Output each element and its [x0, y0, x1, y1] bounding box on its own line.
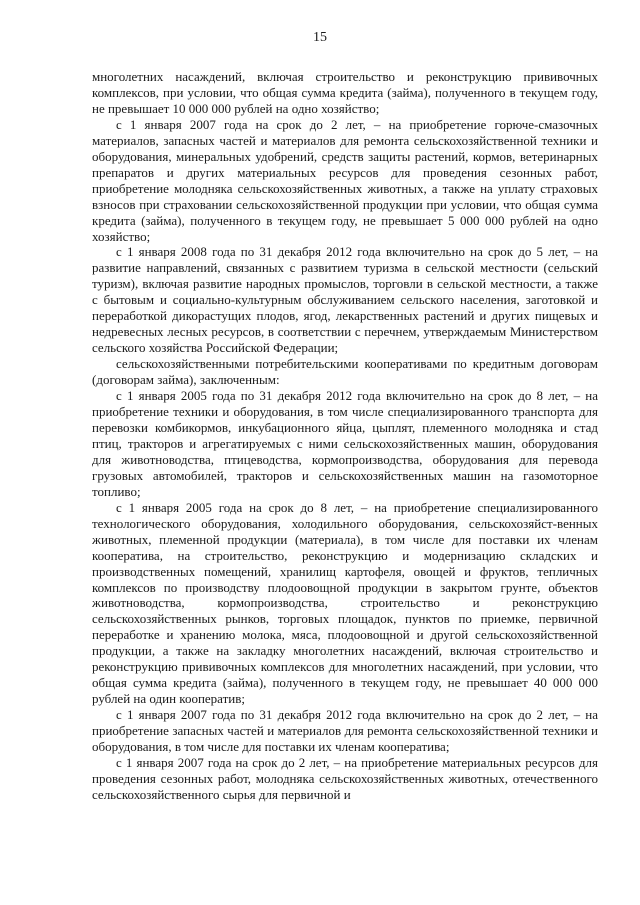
- paragraph-2007-seasonal-materials: с 1 января 2007 года на срок до 2 лет, – на приобретение горюче-смазочных материалов, запасных частей и материалов для ремонта сельскохозяйственной техники и оборудования, минеральных удобрений, средств защиты растений, кормов, ветеринарных препаратов и других материальных ресурсов для проведения сезонных работ, приобретение молодняка сельскохозяйственных животных, а также на уплату страховых взносов при страховании сельскохозяйственной продукции при условии, что общая сумма кредита (займа), полученного в текущем году, не превышает 5 000 000 рублей на одно хозяйство;: [92, 116, 598, 244]
- paragraph-2005-equipment-construction: с 1 января 2005 года на срок до 8 лет, – на приобретение специализированного технологического оборудования, холодильного оборудования, сельскохозяйст-венных животных, племенной продукции (материала), в том числе для поставки их членам кооператива, на строительство, реконструкцию и модернизацию складских и производственных помещений, хранилищ картофеля, овощей и фруктов, тепличных комплексов по производству плодоовощной продукции в закрытом грунте, объектов животноводства, кормопроизводства, строительство и реконструкцию сельскохозяйственных рынков, торговых площадок, пунктов по приемке, первичной переработке и хранению молока, мяса, плодоовощной и другой сельскохозяйственной продукции, а также на закладку многолетних насаждений, включая строительство и реконструкцию прививочных комплексов для многолетних насаждений, при условии, что общая сумма кредита (займа), полученного в текущем году, не превышает 40 000 000 рублей на один кооператив;: [92, 499, 598, 707]
- paragraph-2007-2012-spare-parts: с 1 января 2007 года по 31 декабря 2012 года включительно на срок до 2 лет, – на приобретение запасных частей и материалов для ремонта сельскохозяйственной техники и оборудования, в том числе для поставки их членам кооператива;: [92, 707, 598, 755]
- body-text: [92, 69, 598, 803]
- paragraph-2005-2012-machinery: с 1 января 2005 года по 31 декабря 2012 года включительно на срок до 8 лет, – на приобретение техники и оборудования, в том числе специализированного транспорта для перевозки комбикормов, инкубационного яйца, цыплят, племенного молодняка и стад птиц, тракторов и агрегатируемых с ними сельскохозяйственных машин, оборудования для животноводства, птицеводства, кормопроизводства, оборудования для перевода грузовых автомобилей, тракторов и сельскохозяйственных машин на газомоторное топливо;: [92, 388, 598, 499]
- paragraph-2007-material-resources: с 1 января 2007 года на срок до 2 лет, – на приобретение материальных ресурсов для проведения сезонных работ, молодняка сельскохозяйственных животных, отечественного сельскохозяйственного сырья для первичной и: [92, 754, 598, 802]
- paragraph-farm-orchards-continuation: многолетних насаждений, включая строительство и реконструкцию прививочных комплексов, при условии, что общая сумма кредита (займа), полученного в текущем году, не превышает 10 000 000 рублей на одно хозяйство;: [92, 69, 598, 116]
- page-number: 15: [313, 30, 327, 45]
- paragraph-2008-rural-tourism: с 1 января 2008 года по 31 декабря 2012 года включительно на срок до 5 лет, – на развитие направлений, связанных с развитием туризма в сельской местности (сельский туризм), включая развитие народных промыслов, торговли в сельской местности, а также с бытовым и социально-культурным обслуживанием сельского населения, заготовкой и переработкой дикорастущих плодов, ягод, лекарственных растений и других пищевых и недревесных лесных ресурсов, в соответствии с перечнем, утверждаемым Министерством сельского хозяйства Российской Федерации;: [92, 244, 598, 356]
- paragraph-cooperatives-intro: сельскохозяйственными потребительскими кооперативами по кредитным договорам (договорам займа), заключенным:: [92, 356, 598, 388]
